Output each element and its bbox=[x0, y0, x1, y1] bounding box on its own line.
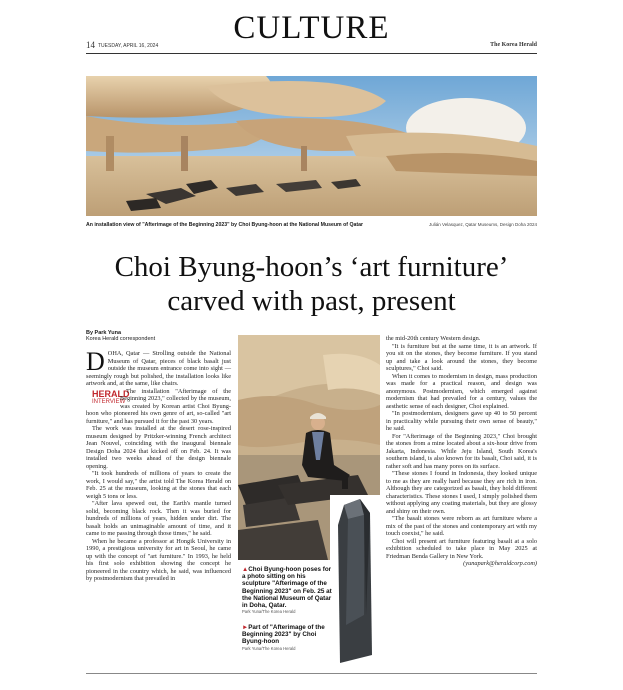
lede-paragraph bbox=[86, 347, 231, 388]
caption-arrow-icon: ► bbox=[242, 624, 249, 631]
author-email: (yunapark@heraldcorp.com) bbox=[463, 560, 537, 567]
paragraph: For "Afterimage of the Beginning 2023," Choi brought the stones from a mine located about a six-hour drive from Jakarta, Indonesia. While Jeju Island, South Korea's southern island, is also known for its basalt, Choi said, it is rather soft and has many pores on its surface. bbox=[386, 432, 537, 470]
hero-caption-credit: Julián Velasquez, Qatar Museums, Design Doha 2024 bbox=[428, 222, 537, 227]
photo-caption-2-credit: Park Yuna/The Korea Herald bbox=[242, 645, 296, 651]
article-headline bbox=[86, 250, 537, 318]
paragraph: "It took hundreds of millions of years to create the work, I would say," the artist told The Korea Herald on Feb. 25 at the museum, looking at the stones that each weigh 5 tons or less. bbox=[86, 470, 231, 500]
paragraph: "After lava spewed out, the Earth's mantle turned solid, becoming black rock. Then it was buried for hundreds of millions of years, hidden under dirt. The basalt holds an unimaginable amount of time, and it came to me passing through those times," he said. bbox=[86, 500, 231, 537]
hero-caption bbox=[86, 222, 537, 228]
article-column-1 bbox=[86, 347, 231, 583]
paragraph: "It is furniture but at the same time, it is an artwork. If you sit on the stones, they become furniture. If you stand up and take a look around the stones, they become sculptures," Choi said. bbox=[386, 342, 537, 372]
photo-caption-1-text: Choi Byung-hoon poses for a photo sitting on his sculpture "Afterimage of the Beginning 2023" on Feb. 25 at the National Museum of Qatar in Doha, Qatar. bbox=[242, 566, 332, 610]
basalt-stone-photo bbox=[330, 495, 380, 670]
tag-section: INTERVIEW bbox=[92, 398, 126, 405]
paragraph: "These stones I found in Indonesia, they looked unique to me as they are really hard because they are rich in iron. Although they are categorized as basalt, they hold different characteristics. These stones I used, I simply polished them without applying any coating materials, but they are glossy and shiny on their own. bbox=[386, 470, 537, 515]
paragraph: the mid-20th century Western design. bbox=[386, 335, 481, 342]
drop-cap: D bbox=[86, 347, 105, 376]
paragraph: "The basalt stones were reborn as art furniture where a mix of the past of the stones and contemporary art with my touch coexist," he said. bbox=[386, 515, 537, 537]
caption-arrow-icon: ▲ bbox=[242, 566, 249, 573]
photo-caption-2-text: Part of "Afterimage of the Beginning 2023" by Choi Byung-hoon bbox=[242, 624, 325, 646]
headline-line-1: Choi Byung-hoon’s ‘art furniture’ bbox=[114, 251, 509, 283]
byline-role: Korea Herald correspondent bbox=[86, 336, 156, 342]
paragraph: The work was installed at the desert rose-inspired museum designed by Pritzker-winning French architect Jean Nouvel, coinciding with the inaugural biennale Design Doha 2024 that kicked off on Feb. 24. It was installed two weeks ahead of the design biennale opening. bbox=[86, 425, 231, 470]
issue-date: TUESDAY, APRIL 16, 2024 bbox=[98, 43, 159, 49]
photo-caption-1-credit: Park Yuna/The Korea Herald bbox=[242, 609, 296, 615]
photo-caption-2 bbox=[242, 624, 332, 652]
page-number: 14 bbox=[86, 40, 95, 50]
basalt-stone-image bbox=[330, 495, 380, 670]
byline bbox=[86, 330, 236, 342]
article-column-3 bbox=[386, 335, 537, 568]
paragraph: "In postmodernism, designers gave up 40 to 50 percent in practicality while pursuing their own sense of beauty," he said. bbox=[386, 410, 537, 432]
paragraph: When he became a professor at Hongik University in 1990, a prestigious university for art in Seoul, he came up with the concept of "art furniture." In 1993, he held his first solo exhibition showing the concept he pioneered in the country which, he said, was influenced by postmodernism that prevailed in bbox=[86, 537, 231, 582]
hero-caption-text: An installation view of "Afterimage of the Beginning 2023" by Choi Byung-hoon at the National Museum of Qatar bbox=[86, 222, 363, 228]
paragraph-text: The installation "Afterimage of the Beginning 2023," collected by the museum, was created by Korean artist Choi Byung-hoon who pioneered his own genre of art, so-called "art furniture," and has pursued it for the past 30 years. bbox=[86, 387, 231, 425]
paragraph: When it comes to modernism in design, mass production was made for a practical reason, and design was anonymous. Postmodernism, which emerged against modernism that had prevailed for a century, values the aesthetic sense of each designer, Choi explained. bbox=[386, 372, 537, 410]
headline-line-2: carved with past, present bbox=[167, 285, 456, 317]
museum-installation-image bbox=[86, 76, 537, 216]
top-rule bbox=[86, 53, 537, 54]
herald-interview-tag bbox=[86, 388, 130, 406]
tag-brand: HERALD bbox=[92, 388, 130, 399]
folio-line bbox=[86, 40, 537, 52]
section-masthead: CULTURE bbox=[233, 10, 390, 46]
paragraph: OHA, Qatar — Strolling outside the National Museum of Qatar, pieces of black basalt just outside the museum entrance come into sight — seemingly rough but polished, the installation looks like artwork and, at the same, like chairs. bbox=[86, 350, 231, 387]
byline-name: By Park Yuna bbox=[86, 330, 122, 336]
paragraph: Choi will present art furniture featuring basalt at a solo exhibition scheduled to take place in May 2025 at Friedman Benda Gallery in New York. bbox=[386, 537, 537, 560]
photo-caption-1 bbox=[242, 566, 332, 615]
paragraph bbox=[86, 388, 231, 426]
hero-photo bbox=[86, 76, 537, 216]
bottom-rule bbox=[86, 673, 537, 674]
paper-name: The Korea Herald bbox=[490, 42, 537, 48]
